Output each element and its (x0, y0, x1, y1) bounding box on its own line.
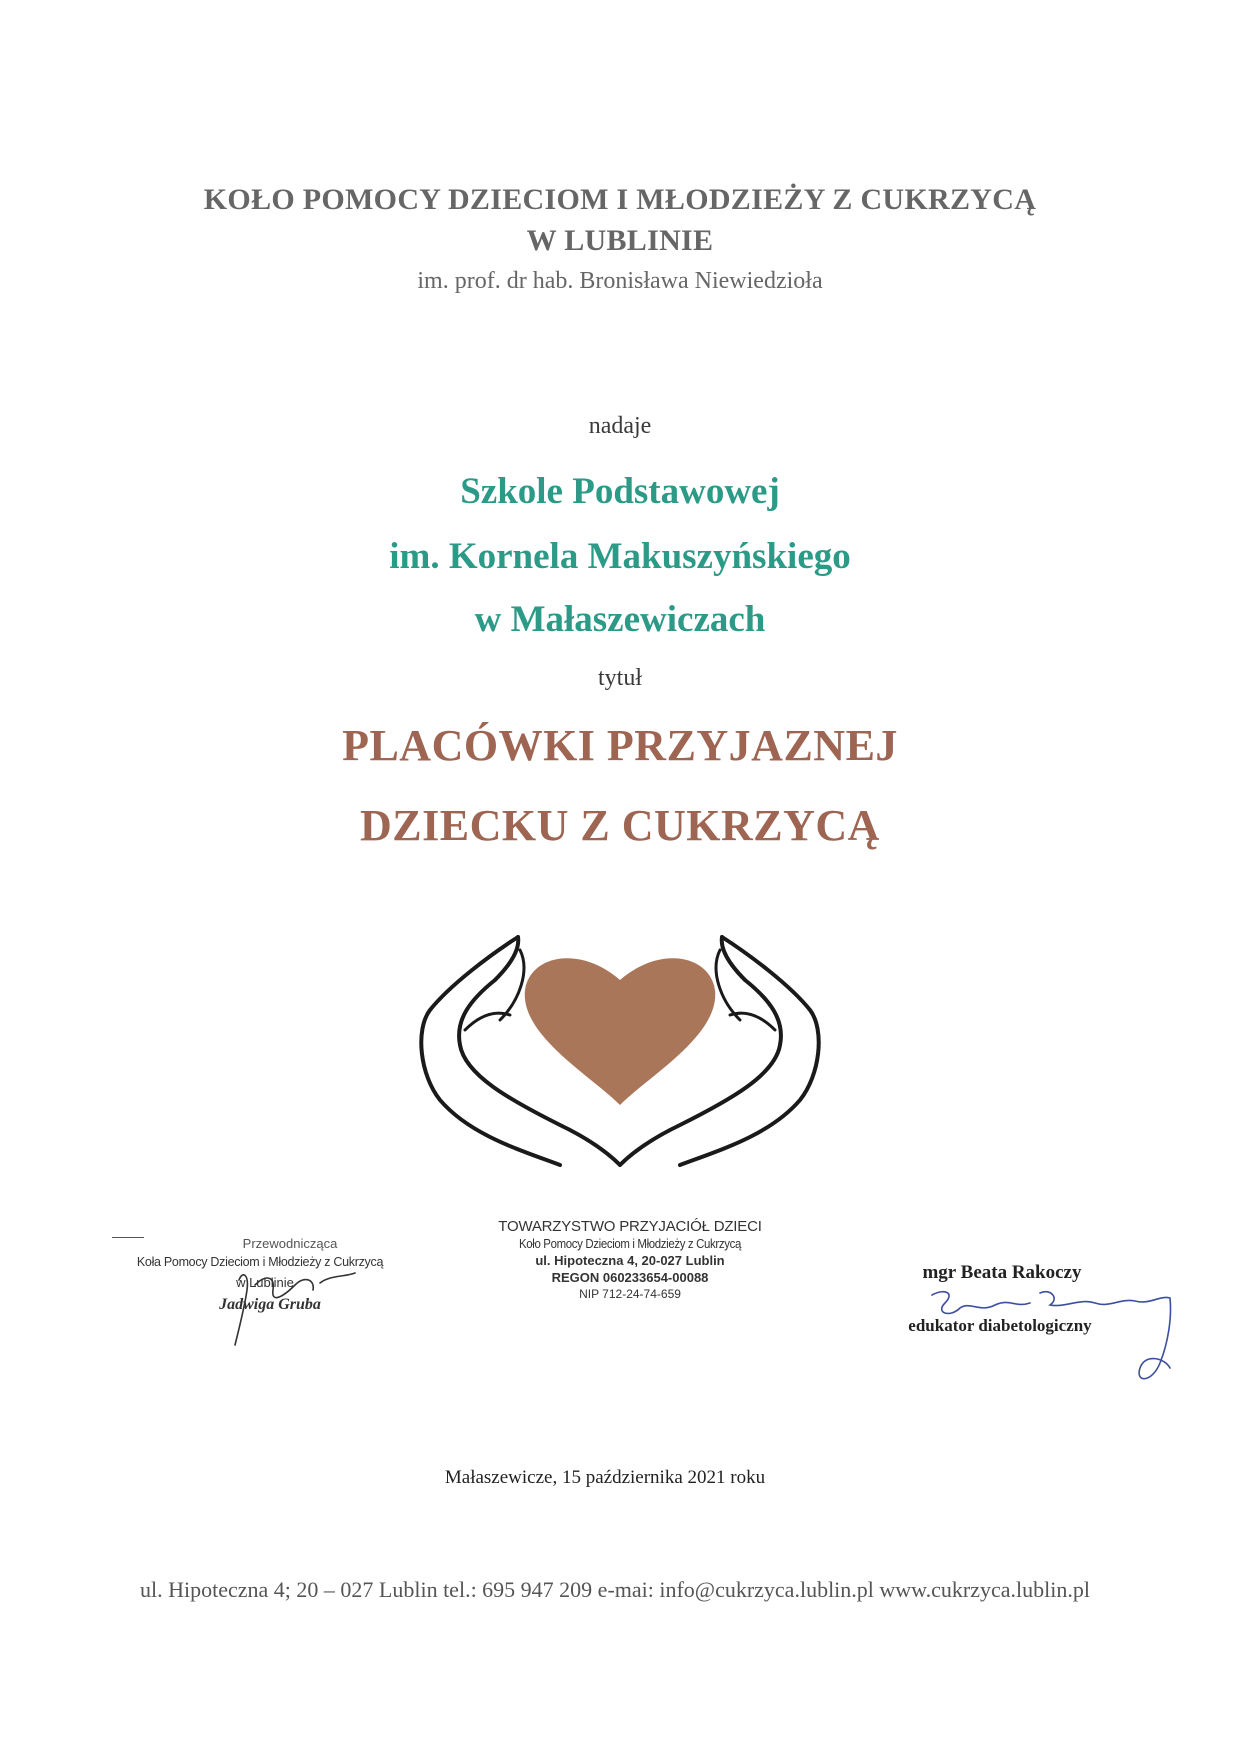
recipient-line3: w Małaszewiczach (474, 599, 766, 640)
award-verb: nadaje (588, 413, 652, 439)
society-nip: NIP 712-24-74-659 (579, 1287, 681, 1301)
chairperson-org: Koła Pomocy Dzieciom i Młodzieży z Cukrzycą (136, 1255, 384, 1269)
chairperson-name: Jadwiga Gruba (219, 1296, 321, 1313)
recipient-line2: im. Kornela Makuszyńskiego (389, 536, 851, 577)
society-branch: Koło Pomocy Dzieciom i Młodzieży z Cukrzycą (518, 1236, 741, 1251)
educator-role: edukator diabetologiczny (908, 1316, 1092, 1335)
chairperson-role: Przewodnicząca (242, 1236, 338, 1251)
organization-name-line1: KOŁO POMOCY DZIECIOM I MŁODZIEŻY Z CUKRZYCĄ (203, 183, 1037, 216)
society-stamp (480, 1218, 780, 1303)
educator-signature (920, 1283, 1190, 1393)
contact-footer: ul. Hipoteczna 4; 20 – 027 Lublin tel.: 695 947 209 e-mai: info@cukrzyca.lublin.pl www.cukrzyca.lublin.pl (140, 1577, 1090, 1602)
award-title-line2: DZIECKU Z CUKRZYCĄ (360, 801, 880, 850)
hands-holding-heart-logo (410, 925, 830, 1185)
heart-icon (525, 958, 716, 1105)
society-regon: REGON 060233654-00088 (551, 1270, 709, 1285)
society-name: TOWARZYSTWO PRZYJACIÓŁ DZIECI (498, 1218, 762, 1235)
organization-patron: im. prof. dr hab. Bronisława Niewiedzioła (417, 268, 823, 294)
recipient-line1: Szkole Podstawowej (460, 471, 780, 512)
title-intro: tytuł (597, 665, 642, 691)
hands-holding-heart-icon (410, 925, 830, 1185)
organization-name-line2: W LUBLINIE (526, 224, 714, 257)
chairperson-city: w Lublinie (236, 1275, 294, 1290)
date-place-line: Małaszewicze, 15 października 2021 roku (444, 1467, 766, 1488)
society-address: ul. Hipoteczna 4, 20-027 Lublin (535, 1253, 725, 1268)
chairperson-signature (195, 1255, 365, 1355)
educator-name: mgr Beata Rakoczy (922, 1262, 1082, 1283)
award-title-line1: PLACÓWKI PRZYJAZNEJ (342, 721, 898, 770)
